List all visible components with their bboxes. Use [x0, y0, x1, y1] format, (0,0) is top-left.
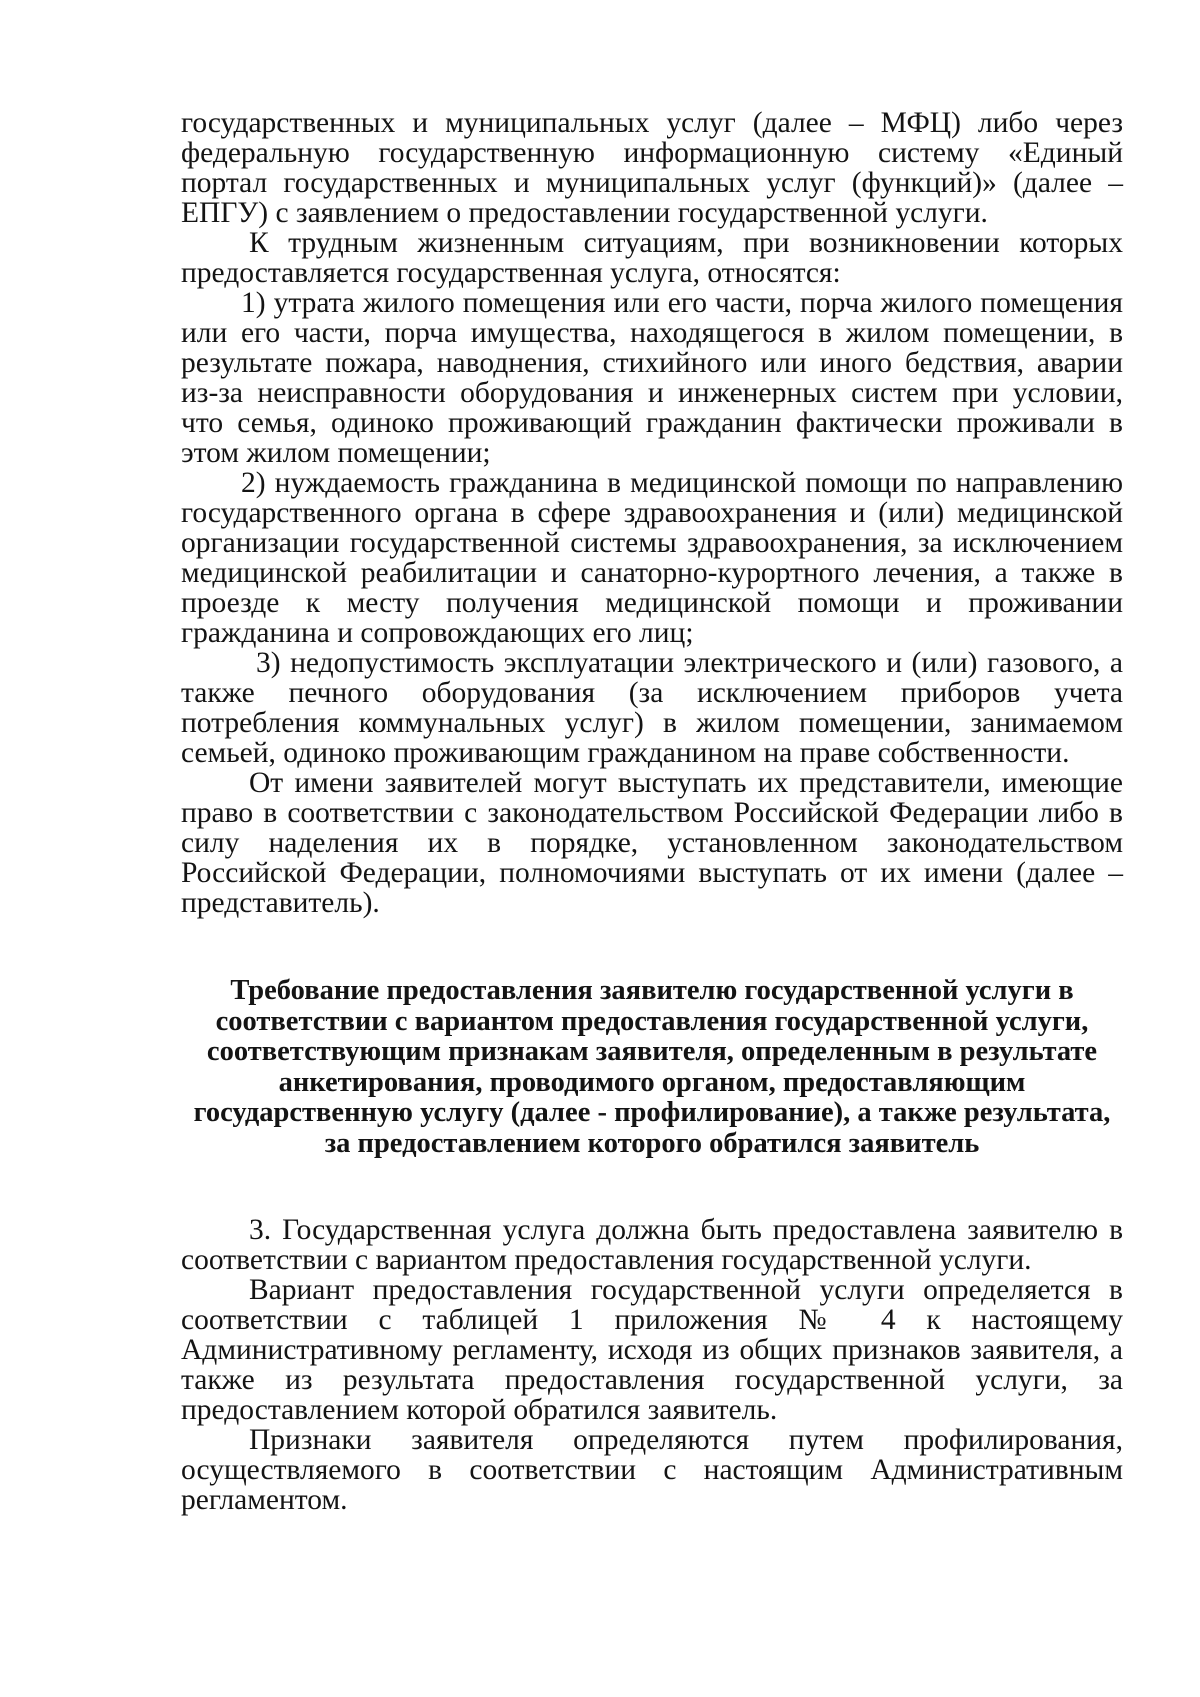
document-body [181, 108, 1123, 1515]
paragraph-continuation: государственных и муниципальных услуг (далее – МФЦ) либо через федеральную государственную информационную систему «Единый портал государственных и муниципальных услуг (функций)» (далее – ЕПГУ) с заявлением о предоставлении государственной услуги. [181, 107, 1123, 229]
section-heading: Требование предоставления заявителю государственной услуги в соответствии с вариантом предоставления государственной услуги, соответствующим признакам заявителя, определенным в результате анкетирования, проводимого органом, предоставляющим государственную услугу (далее - профилирование), а также результата, за предоставлением которого обратился заявитель [193, 975, 1111, 1159]
list-item-2: 2) нуждаемость гражданина в медицинской помощи по направлению государственного органа в сфере здравоохранения и (или) медицинской организации государственной системы здравоохранения, за исключением медицинской реабилитации и санаторно-курортного лечения, а также в проезде к месту получения медицинской помощи и проживании гражданина и сопровождающих его лиц; [181, 467, 1123, 649]
paragraph-difficult-situations: К трудным жизненным ситуациям, при возникновении которых предоставляется государственная услуга, относятся: [181, 227, 1123, 289]
list-item-1: 1) утрата жилого помещения или его части, порча жилого помещения или его части, порча имущества, находящегося в жилом помещении, в результате пожара, наводнения, стихийного или иного бедствия, аварии из-за неисправности оборудования и инженерных систем при условии, что семья, одиноко проживающий гражданин фактически проживали в этом жилом помещении; [181, 287, 1123, 469]
list-item-3: 3) недопустимость эксплуатации электрического и (или) газового, а также печного оборудования (за исключением приборов учета потребления коммунальных услуг) в жилом помещении, занимаемом семьей, одиноко проживающим гражданином на праве собственности. [181, 647, 1123, 769]
paragraph-applicant-features: Признаки заявителя определяются путем профилирования, осуществляемого в соответствии с настоящим Административным регламентом. [181, 1424, 1123, 1516]
paragraph-variant: Вариант предоставления государственной услуги определяется в соответствии с таблицей 1 приложения № 4 к настоящему Административному регламенту, исходя из общих признаков заявителя, а также из результата предоставления государственной услуги, за предоставлением которой обратился заявитель. [181, 1274, 1123, 1426]
paragraph-representatives: От имени заявителей могут выступать их представители, имеющие право в соответствии с законодательством Российской Федерации либо в силу наделения их в порядке, установленном законодательством Российской Федерации, полномочиями выступать от их имени (далее – представитель). [181, 767, 1123, 919]
paragraph-clause-3: 3. Государственная услуга должна быть предоставлена заявителю в соответствии с вариантом предоставления государственной услуги. [181, 1214, 1123, 1276]
